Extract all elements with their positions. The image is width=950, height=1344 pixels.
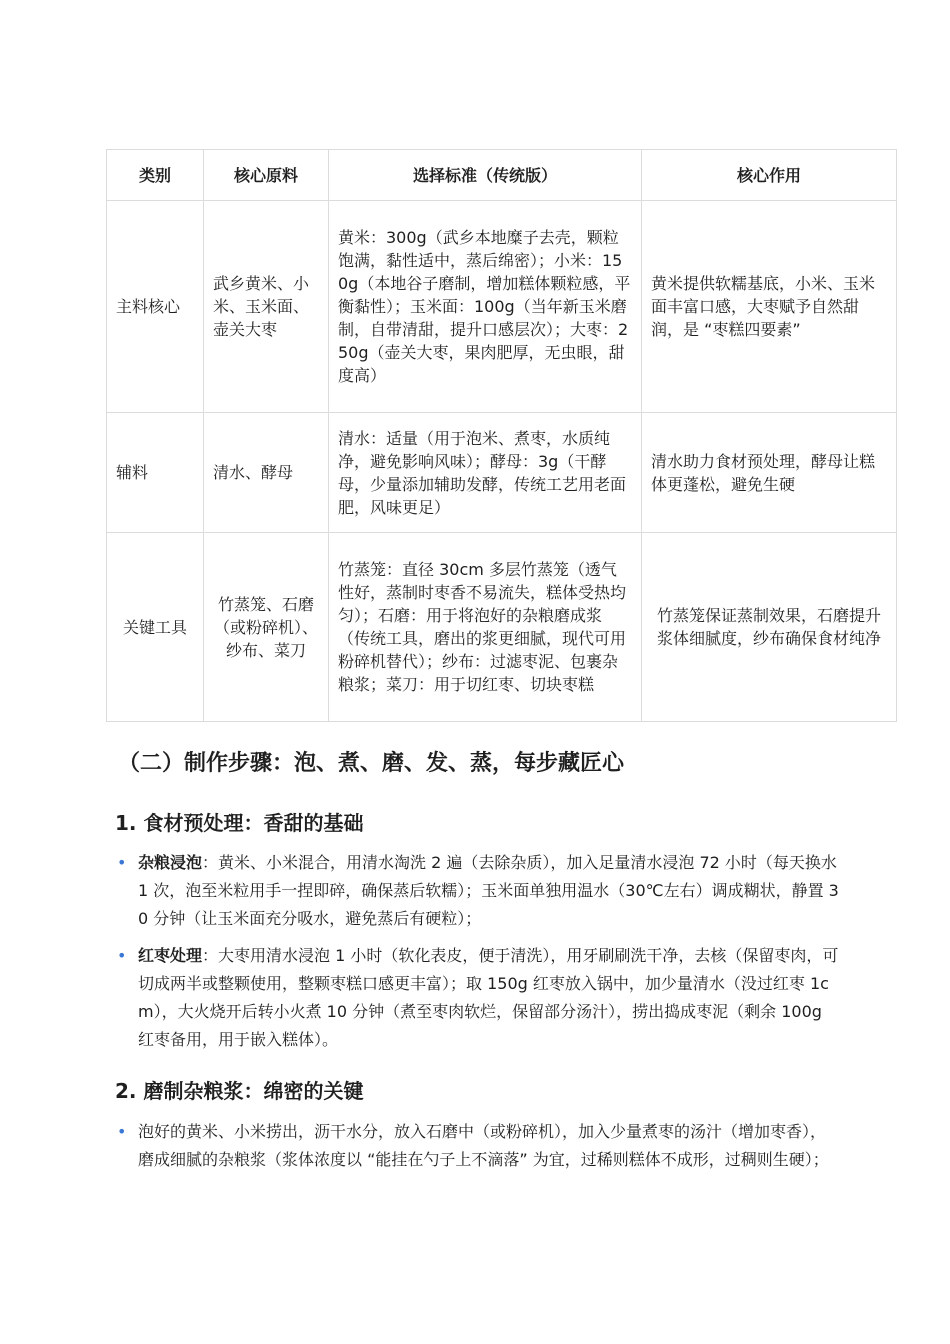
cell-ingredients: 武乡黄米、小米、玉米面、壶关大枣 [204, 201, 329, 413]
cell-category: 辅料 [107, 413, 204, 533]
table-row [107, 201, 897, 413]
cell-category: 关键工具 [107, 533, 204, 722]
cell-category: 主料核心 [107, 201, 204, 413]
item-text: ：大枣用清水浸泡 1 小时（软化表皮，便于清洗），用牙刷刷洗干净，去核（保留枣肉，可切成两半或整颗使用，整颗枣糕口感更丰富）；取 150g 红枣放入锅中，加少量清水（没过红枣 1cm），大火烧开后转小火煮 10 分钟（煮至枣肉软烂，保留部分汤汁），捞出捣成枣泥（剩余 100g 红枣备用，用于嵌入糕体）。 [138, 946, 839, 1049]
item-text: 泡好的黄米、小米捞出，沥干水分，放入石磨中（或粉碎机），加入少量煮枣的汤汁（增加枣香），磨成细腻的杂粮浆（浆体浓度以 “能挂在勺子上不滴落” 为宜，过稀则糕体不成形，过稠则生硬）； [138, 1122, 829, 1169]
header-standard: 选择标准（传统版） [329, 150, 642, 201]
table-header-row [107, 150, 897, 201]
step2-title: 2. 磨制杂粮浆：绵密的关键 [115, 1079, 364, 1103]
table-row [107, 413, 897, 533]
step1-title: 1. 食材预处理：香甜的基础 [115, 811, 364, 835]
section-title: （二）制作步骤：泡、煮、磨、发、蒸，每步藏匠心 [118, 751, 625, 776]
ingredients-table [106, 149, 897, 722]
ingredients-table-container [106, 149, 881, 722]
cell-standard: 清水：适量（用于泡米、煮枣，水质纯净，避免影响风味）；酵母：3g（干酵母，少量添加辅助发酵，传统工艺用老面肥，风味更足） [329, 413, 642, 533]
item-text: ：黄米、小米混合，用清水淘洗 2 遍（去除杂质），加入足量清水浸泡 72 小时（每天换水 1 次，泡至米粒用手一捏即碎，确保蒸后软糯）；玉米面单独用温水（30℃左右）调成糊状，静置 30 分钟（让玉米面充分吸水，避免蒸后有硬粒）； [138, 853, 839, 928]
item-label: 红枣处理 [138, 946, 203, 965]
cell-role: 竹蒸笼保证蒸制效果，石磨提升浆体细腻度，纱布确保食材纯净 [642, 533, 897, 722]
cell-standard: 黄米：300g（武乡本地糜子去壳，颗粒饱满，黏性适中，蒸后绵密）；小米：150g（本地谷子磨制，增加糕体颗粒感，平衡黏性）；玉米面：100g（当年新玉米磨制，自带清甜，提升口感层次）；大枣：250g（壶关大枣，果肉肥厚，无虫眼，甜度高） [329, 201, 642, 413]
cell-standard: 竹蒸笼：直径 30cm 多层竹蒸笼（透气性好，蒸制时枣香不易流失，糕体受热均匀）；石磨：用于将泡好的杂粮磨成浆（传统工具，磨出的浆更细腻，现代可用粉碎机替代）；纱布：过滤枣泥、包裹杂粮浆；菜刀：用于切红枣、切块枣糕 [329, 533, 642, 722]
step1-list [115, 849, 840, 1063]
bullet-icon: • [117, 946, 127, 965]
cell-ingredients: 竹蒸笼、石磨（或粉碎机）、纱布、菜刀 [204, 533, 329, 722]
table-row [107, 533, 897, 722]
list-item [115, 1118, 840, 1174]
step2-list [115, 1118, 840, 1183]
cell-role: 黄米提供软糯基底，小米、玉米面丰富口感，大枣赋予自然甜润，是 “枣糕四要素” [642, 201, 897, 413]
list-item [115, 942, 840, 1054]
bullet-icon: • [117, 853, 127, 872]
bullet-icon: • [117, 1122, 127, 1141]
header-role: 核心作用 [642, 150, 897, 201]
cell-ingredients: 清水、酵母 [204, 413, 329, 533]
list-item [115, 849, 840, 933]
item-label: 杂粮浸泡 [138, 853, 203, 872]
header-category: 类别 [107, 150, 204, 201]
header-ingredients: 核心原料 [204, 150, 329, 201]
cell-role: 清水助力食材预处理，酵母让糕体更蓬松，避免生硬 [642, 413, 897, 533]
